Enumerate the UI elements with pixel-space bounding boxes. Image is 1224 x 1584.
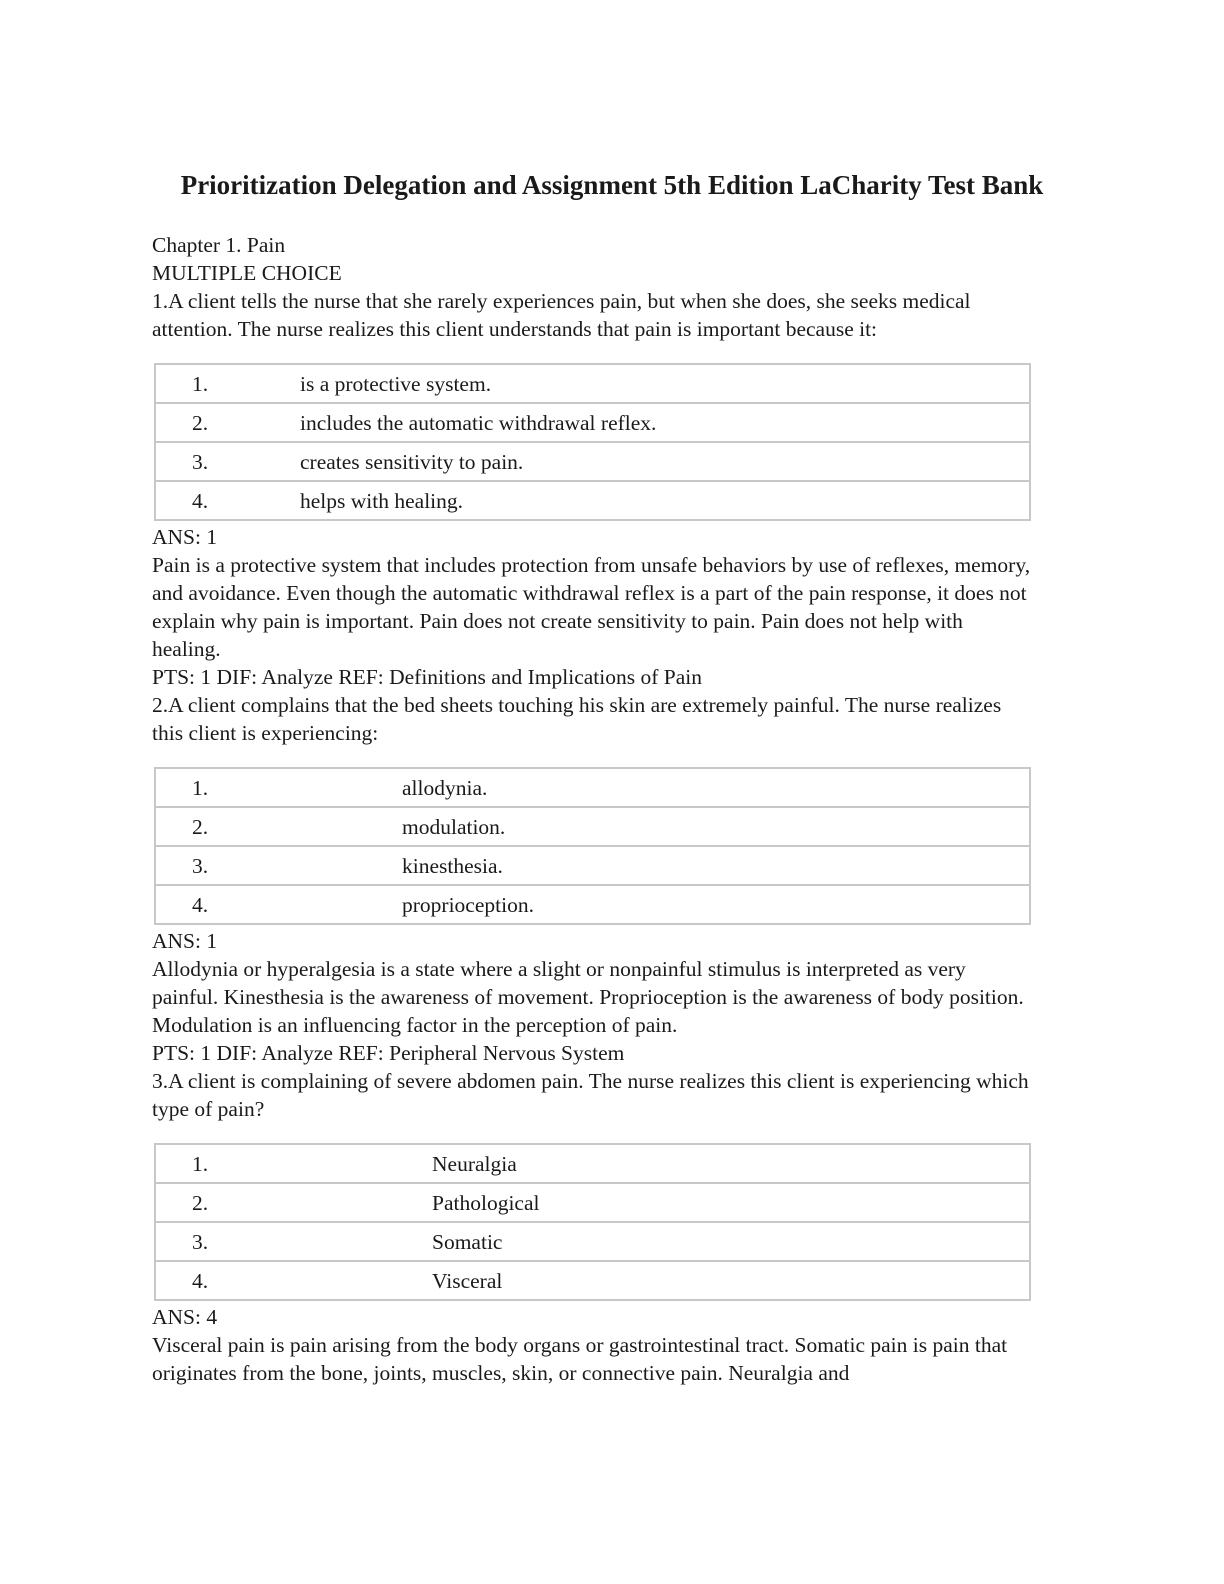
choice-number: 2. <box>156 808 402 847</box>
choice-text: modulation. <box>402 808 1029 847</box>
choice-number: 3. <box>156 443 300 482</box>
choices-table <box>154 767 1031 925</box>
rationale: Allodynia or hyperalgesia is a state where a slight or nonpainful stimulus is interpreted as very painful. Kinesthesia is the awareness of movement. Proprioception is the awareness of body position. Modulation is an influencing factor in the perception of pain. <box>152 957 1024 1037</box>
choice-text: Neuralgia <box>432 1145 1029 1184</box>
rationale: Pain is a protective system that includes protection from unsafe behaviors by use of reflexes, memory, and avoidance. Even though the automatic withdrawal reflex is a part of the pain response, it does not explain why pain is important. Pain does not create sensitivity to pain. Pain does not help with healing. <box>152 553 1031 661</box>
choice-row <box>156 404 1029 443</box>
question-stem: 1.A client tells the nurse that she rarely experiences pain, but when she does, she seeks medical attention. The nurse realizes this client understands that pain is important because it: <box>152 289 971 341</box>
choice-text: Somatic <box>432 1223 1029 1262</box>
choice-text: includes the automatic withdrawal reflex. <box>300 404 1029 443</box>
choice-row <box>156 365 1029 404</box>
choice-number: 4. <box>192 892 209 917</box>
choice-number: 3. <box>156 847 402 886</box>
answer-key: ANS: 1 <box>152 525 218 549</box>
choice-number: 1. <box>156 365 300 404</box>
choice-text: helps with healing. <box>300 488 464 513</box>
chapter-heading: Chapter 1. Pain <box>152 233 286 257</box>
answer-key: ANS: 4 <box>152 1305 218 1329</box>
choices-table <box>154 1143 1031 1301</box>
choice-row <box>156 1145 1029 1184</box>
question-stem: 2.A client complains that the bed sheets touching his skin are extremely painful. The nurse realizes this client is experiencing: <box>152 693 1002 745</box>
document-body <box>152 231 1032 1387</box>
choice-row <box>156 1262 1029 1299</box>
choice-row <box>156 1184 1029 1223</box>
question-meta: PTS: 1 DIF: Analyze REF: Peripheral Nervous System <box>152 1041 625 1065</box>
choice-number: 3. <box>156 1223 432 1262</box>
choice-number: 4. <box>192 488 209 513</box>
choice-row <box>156 482 1029 519</box>
choice-row <box>156 443 1029 482</box>
choice-text: creates sensitivity to pain. <box>300 443 1029 482</box>
choice-text: proprioception. <box>402 892 534 917</box>
choice-row <box>156 847 1029 886</box>
choices-table <box>154 363 1031 521</box>
choice-text: kinesthesia. <box>402 847 1029 886</box>
choice-row <box>156 808 1029 847</box>
choice-number: 4. <box>192 1268 209 1293</box>
answer-key: ANS: 1 <box>152 929 218 953</box>
choice-text: Pathological <box>432 1184 1029 1223</box>
choice-text: Visceral <box>432 1268 503 1293</box>
choice-row <box>156 1223 1029 1262</box>
question-stem: 3.A client is complaining of severe abdomen pain. The nurse realizes this client is experiencing which type of pain? <box>152 1069 1029 1121</box>
choice-row <box>156 886 1029 923</box>
question-meta: PTS: 1 DIF: Analyze REF: Definitions and Implications of Pain <box>152 665 703 689</box>
choice-text: allodynia. <box>402 769 1029 808</box>
choice-row <box>156 769 1029 808</box>
choice-number: 1. <box>156 1145 432 1184</box>
choice-number: 2. <box>156 404 300 443</box>
choice-number: 1. <box>156 769 402 808</box>
rationale: Visceral pain is pain arising from the body organs or gastrointestinal tract. Somatic pain is pain that originates from the bone, joints, muscles, skin, or connective pain. Neuralgia and <box>152 1333 1008 1385</box>
choice-text: is a protective system. <box>300 365 1029 404</box>
section-heading: MULTIPLE CHOICE <box>152 261 342 285</box>
choice-number: 2. <box>156 1184 432 1223</box>
document-title: Prioritization Delegation and Assignment 5th Edition LaCharity Test Bank <box>180 170 1044 200</box>
